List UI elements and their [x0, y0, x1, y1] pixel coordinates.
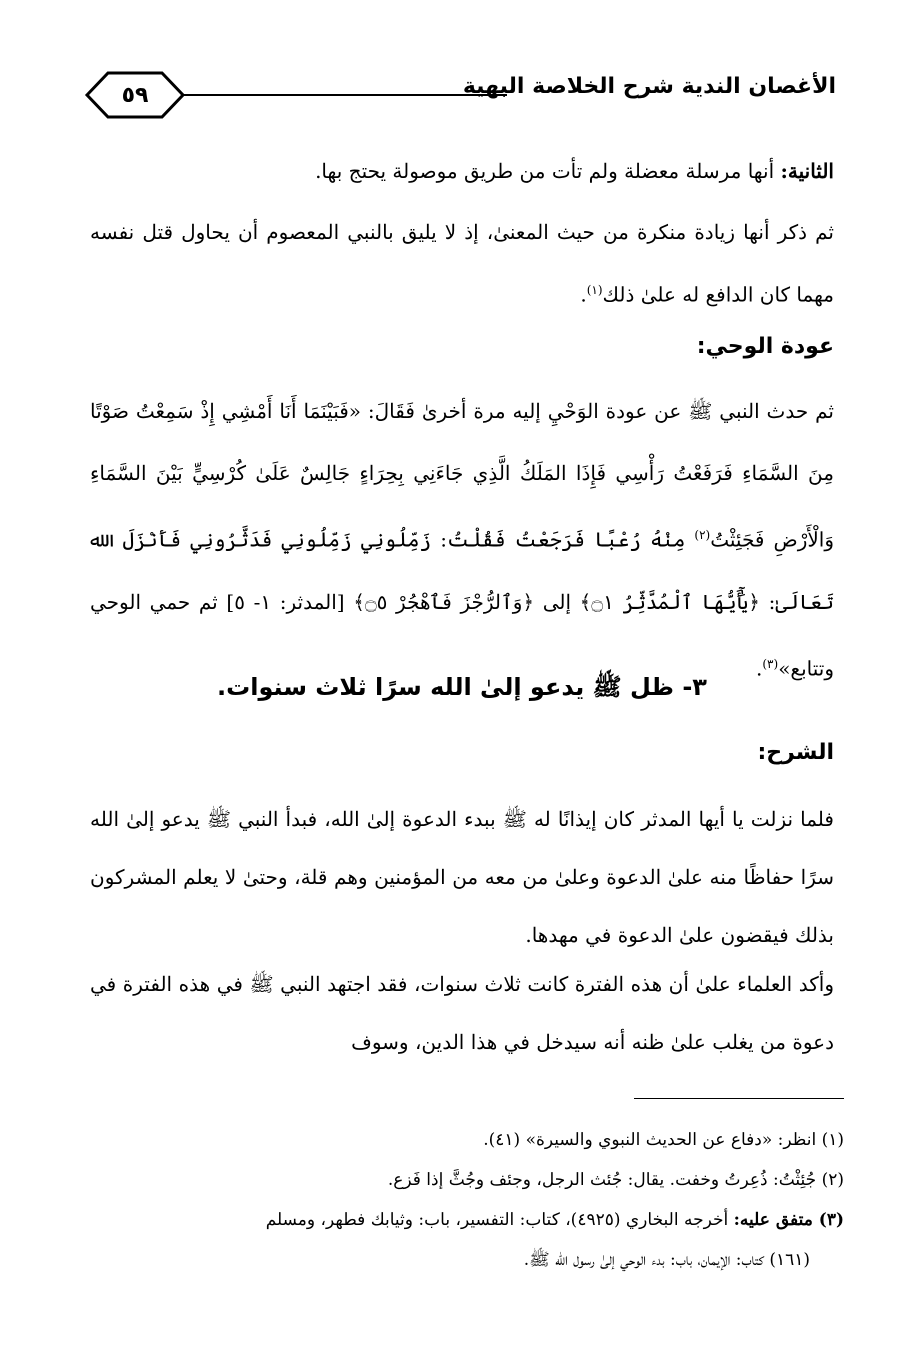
paragraph-3-hadith — [90, 380, 834, 699]
p4-text: فلما نزلت يا أيها المدثر كان إيذانًا له ﷺ ببدء الدعوة إلىٰ الله، فبدأ النبي ﷺ يدعو إلىٰ الله سرًا حفاظًا منه علىٰ الدعوة وعلىٰ من معه من المؤمنين وهم قلة، وحتىٰ لا يعلم المشركون بذلك فيقضون علىٰ الدعوة في مهدها. — [90, 807, 834, 947]
paragraph-1 — [90, 142, 834, 200]
footnote-separator — [634, 1098, 844, 1099]
page-number-badge — [84, 70, 186, 120]
subheading-sharh: الشرح: — [757, 740, 834, 765]
footnotes — [90, 1120, 844, 1280]
footnote-ref-2: (٢) — [694, 528, 711, 542]
paragraph-2 — [90, 203, 834, 324]
p2-text: ثم ذكر أنها زيادة منكرة من حيث المعنىٰ، إذ لا يليق بالنبي المعصوم أن يحاول قتل نفسه مهما كان الدافع له علىٰ ذلك — [90, 220, 834, 307]
paragraph-4 — [90, 790, 834, 964]
footnote-2: (٢) جُئِثْتُ: ذُعِرتُ وخفت. يقال: جُئث الرجل، وجئف وجُثَّ إذا فَزع. — [387, 1170, 844, 1190]
p3-text-2: مِنْهُ رُعْبًا فَرَجَعْتُ فَقُلْتُ: زَمِّلُونِي زَمِّلُونِي فَدَثَّرُونِي فَأَنْزَلَ الله تَعَالَىٰ: ﴿يَٰٓأَيُّهَا ٱلْمُدَّثِّرُ ۝١﴾ إلى ﴿وَٱلرُّجْزَ فَٱهْجُرْ ۝٥﴾ [المدثر: ١- ٥] ثم حمي الوحي وتتابع» — [90, 527, 834, 681]
paragraph-5 — [90, 955, 834, 1071]
footnote-3-continuation: (١٦١) كتاب: الإيمان، باب: بدء الوحي إلىٰ رسول الله ﷺ. — [523, 1250, 810, 1270]
p1-label: الثانية: — [780, 159, 834, 183]
p1-text: أنها مرسلة معضلة ولم تأت من طريق موصولة يحتج بها. — [315, 159, 781, 183]
page-header — [84, 70, 836, 120]
header-rule — [182, 94, 507, 96]
book-title: الأغصان الندية شرح الخلاصة البهية — [462, 74, 836, 99]
footnote-3-label: (٣) متفق عليه: — [733, 1210, 844, 1230]
section-heading: ٣- ظل ﷺ يدعو إلىٰ الله سرًا ثلاث سنوات. — [217, 673, 707, 701]
p2-end: . — [580, 282, 587, 307]
subheading-wahy: عودة الوحي: — [696, 334, 834, 359]
footnote-3 — [90, 1200, 844, 1240]
footnote-3-text: أخرجه البخاري (٤٩٢٥)، كتاب: التفسير، باب: وثيابك فطهر، ومسلم — [265, 1210, 734, 1230]
footnote-ref-1: (١) — [586, 283, 603, 297]
page-number: ٥٩ — [121, 82, 149, 108]
p3-end: . — [756, 656, 763, 681]
footnote-ref-3: (٣) — [762, 656, 779, 671]
footnote-1: (١) انظر: «دفاع عن الحديث النبوي والسيرة» (٤١). — [483, 1130, 844, 1150]
p5-text: وأكد العلماء علىٰ أن هذه الفترة كانت ثلاث سنوات، فقد اجتهد النبي ﷺ في هذه الفترة في دعوة من يغلب علىٰ ظنه أنه سيدخل في هذا الدين، وسوف — [90, 972, 834, 1054]
p3-text: ثم حدث النبي ﷺ عن عودة الوَحْيِ إليه مرة أخرىٰ فَقَالَ: «فَبَيْنَمَا أَنَا أَمْشِي إِذْ سَمِعْتُ صَوْتًا مِنَ السَّمَاءِ فَرَفَعْتُ رَأْسِي فَإِذَا المَلَكُ الَّذِي جَاءَنِي بِحِرَاءٍ جَالِسٌ عَلَىٰ كُرْسِيٍّ بَيْنَ السَّمَاءِ وَالْأَرْضِ فَجَئِثْتُ — [90, 399, 834, 552]
